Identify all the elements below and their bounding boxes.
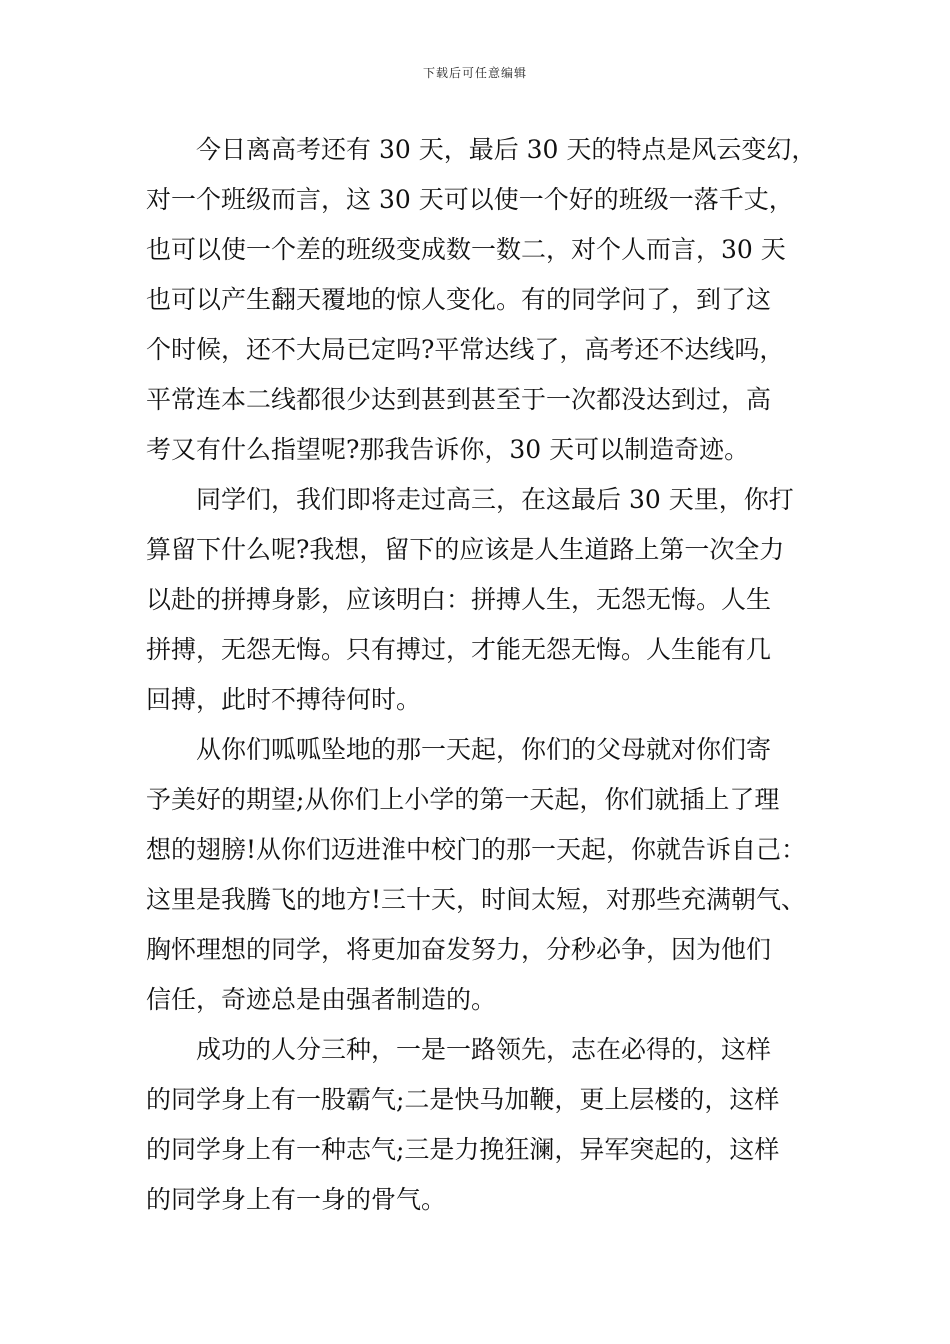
paragraph-line: 的同学身上有一种志气;三是力挽狂澜，异军突起的，这样 xyxy=(146,1135,780,1164)
paragraph-3 xyxy=(146,725,826,1025)
paragraph-line: 从你们呱呱坠地的那一天起，你们的父母就对你们寄 xyxy=(196,735,772,764)
paragraph-2 xyxy=(146,475,826,725)
paragraph-line: 个时候，还不大局已定吗?平常达线了，高考还不达线吗， xyxy=(146,335,785,364)
page-header: 下载后可任意编辑 xyxy=(422,66,527,80)
paragraph-line: 对一个班级而言，这 30 天可以使一个好的班级一落千丈， xyxy=(146,185,794,214)
paragraph-line: 这里是我腾飞的地方!三十天，时间太短，对那些充满朝气、 xyxy=(146,885,807,914)
paragraph-line: 也可以使一个差的班级变成数一数二，对个人而言，30 天 xyxy=(146,235,786,264)
paragraph-line: 以赴的拼搏身影，应该明白：拼搏人生，无怨无悔。人生 xyxy=(146,585,772,614)
paragraph-4 xyxy=(146,1025,826,1225)
paragraph-line: 平常连本二线都很少达到甚到甚至于一次都没达到过，高 xyxy=(146,385,772,414)
document-body xyxy=(146,125,826,1225)
paragraph-line: 胸怀理想的同学，将更加奋发努力，分秒必争，因为他们 xyxy=(146,935,772,964)
paragraph-line: 同学们，我们即将走过高三，在这最后 30 天里，你打 xyxy=(196,485,794,514)
paragraph-line: 考又有什么指望呢?那我告诉你，30 天可以制造奇迹。 xyxy=(146,435,750,464)
paragraph-line: 今日离高考还有 30 天，最后 30 天的特点是风云变幻， xyxy=(196,135,817,164)
paragraph-line: 算留下什么呢?我想，留下的应该是人生道路上第一次全力 xyxy=(146,535,785,564)
paragraph-line: 拼搏，无怨无悔。只有搏过，才能无怨无悔。人生能有几 xyxy=(146,635,772,664)
paragraph-line: 也可以产生翻天覆地的惊人变化。有的同学问了，到了这 xyxy=(146,285,772,314)
paragraph-line: 的同学身上有一股霸气;二是快马加鞭，更上层楼的，这样 xyxy=(146,1085,780,1114)
paragraph-line: 成功的人分三种，一是一路领先，志在必得的，这样 xyxy=(196,1035,772,1064)
paragraph-line: 予美好的期望;从你们上小学的第一天起，你们就插上了理 xyxy=(146,785,780,814)
paragraph-1 xyxy=(146,125,826,475)
paragraph-line: 信任，奇迹总是由强者制造的。 xyxy=(146,985,497,1014)
paragraph-line: 的同学身上有一身的骨气。 xyxy=(146,1185,447,1214)
paragraph-line: 回搏，此时不搏待何时。 xyxy=(146,685,422,714)
paragraph-line: 想的翅膀!从你们迈进淮中校门的那一天起，你就告诉自己： xyxy=(146,835,807,864)
